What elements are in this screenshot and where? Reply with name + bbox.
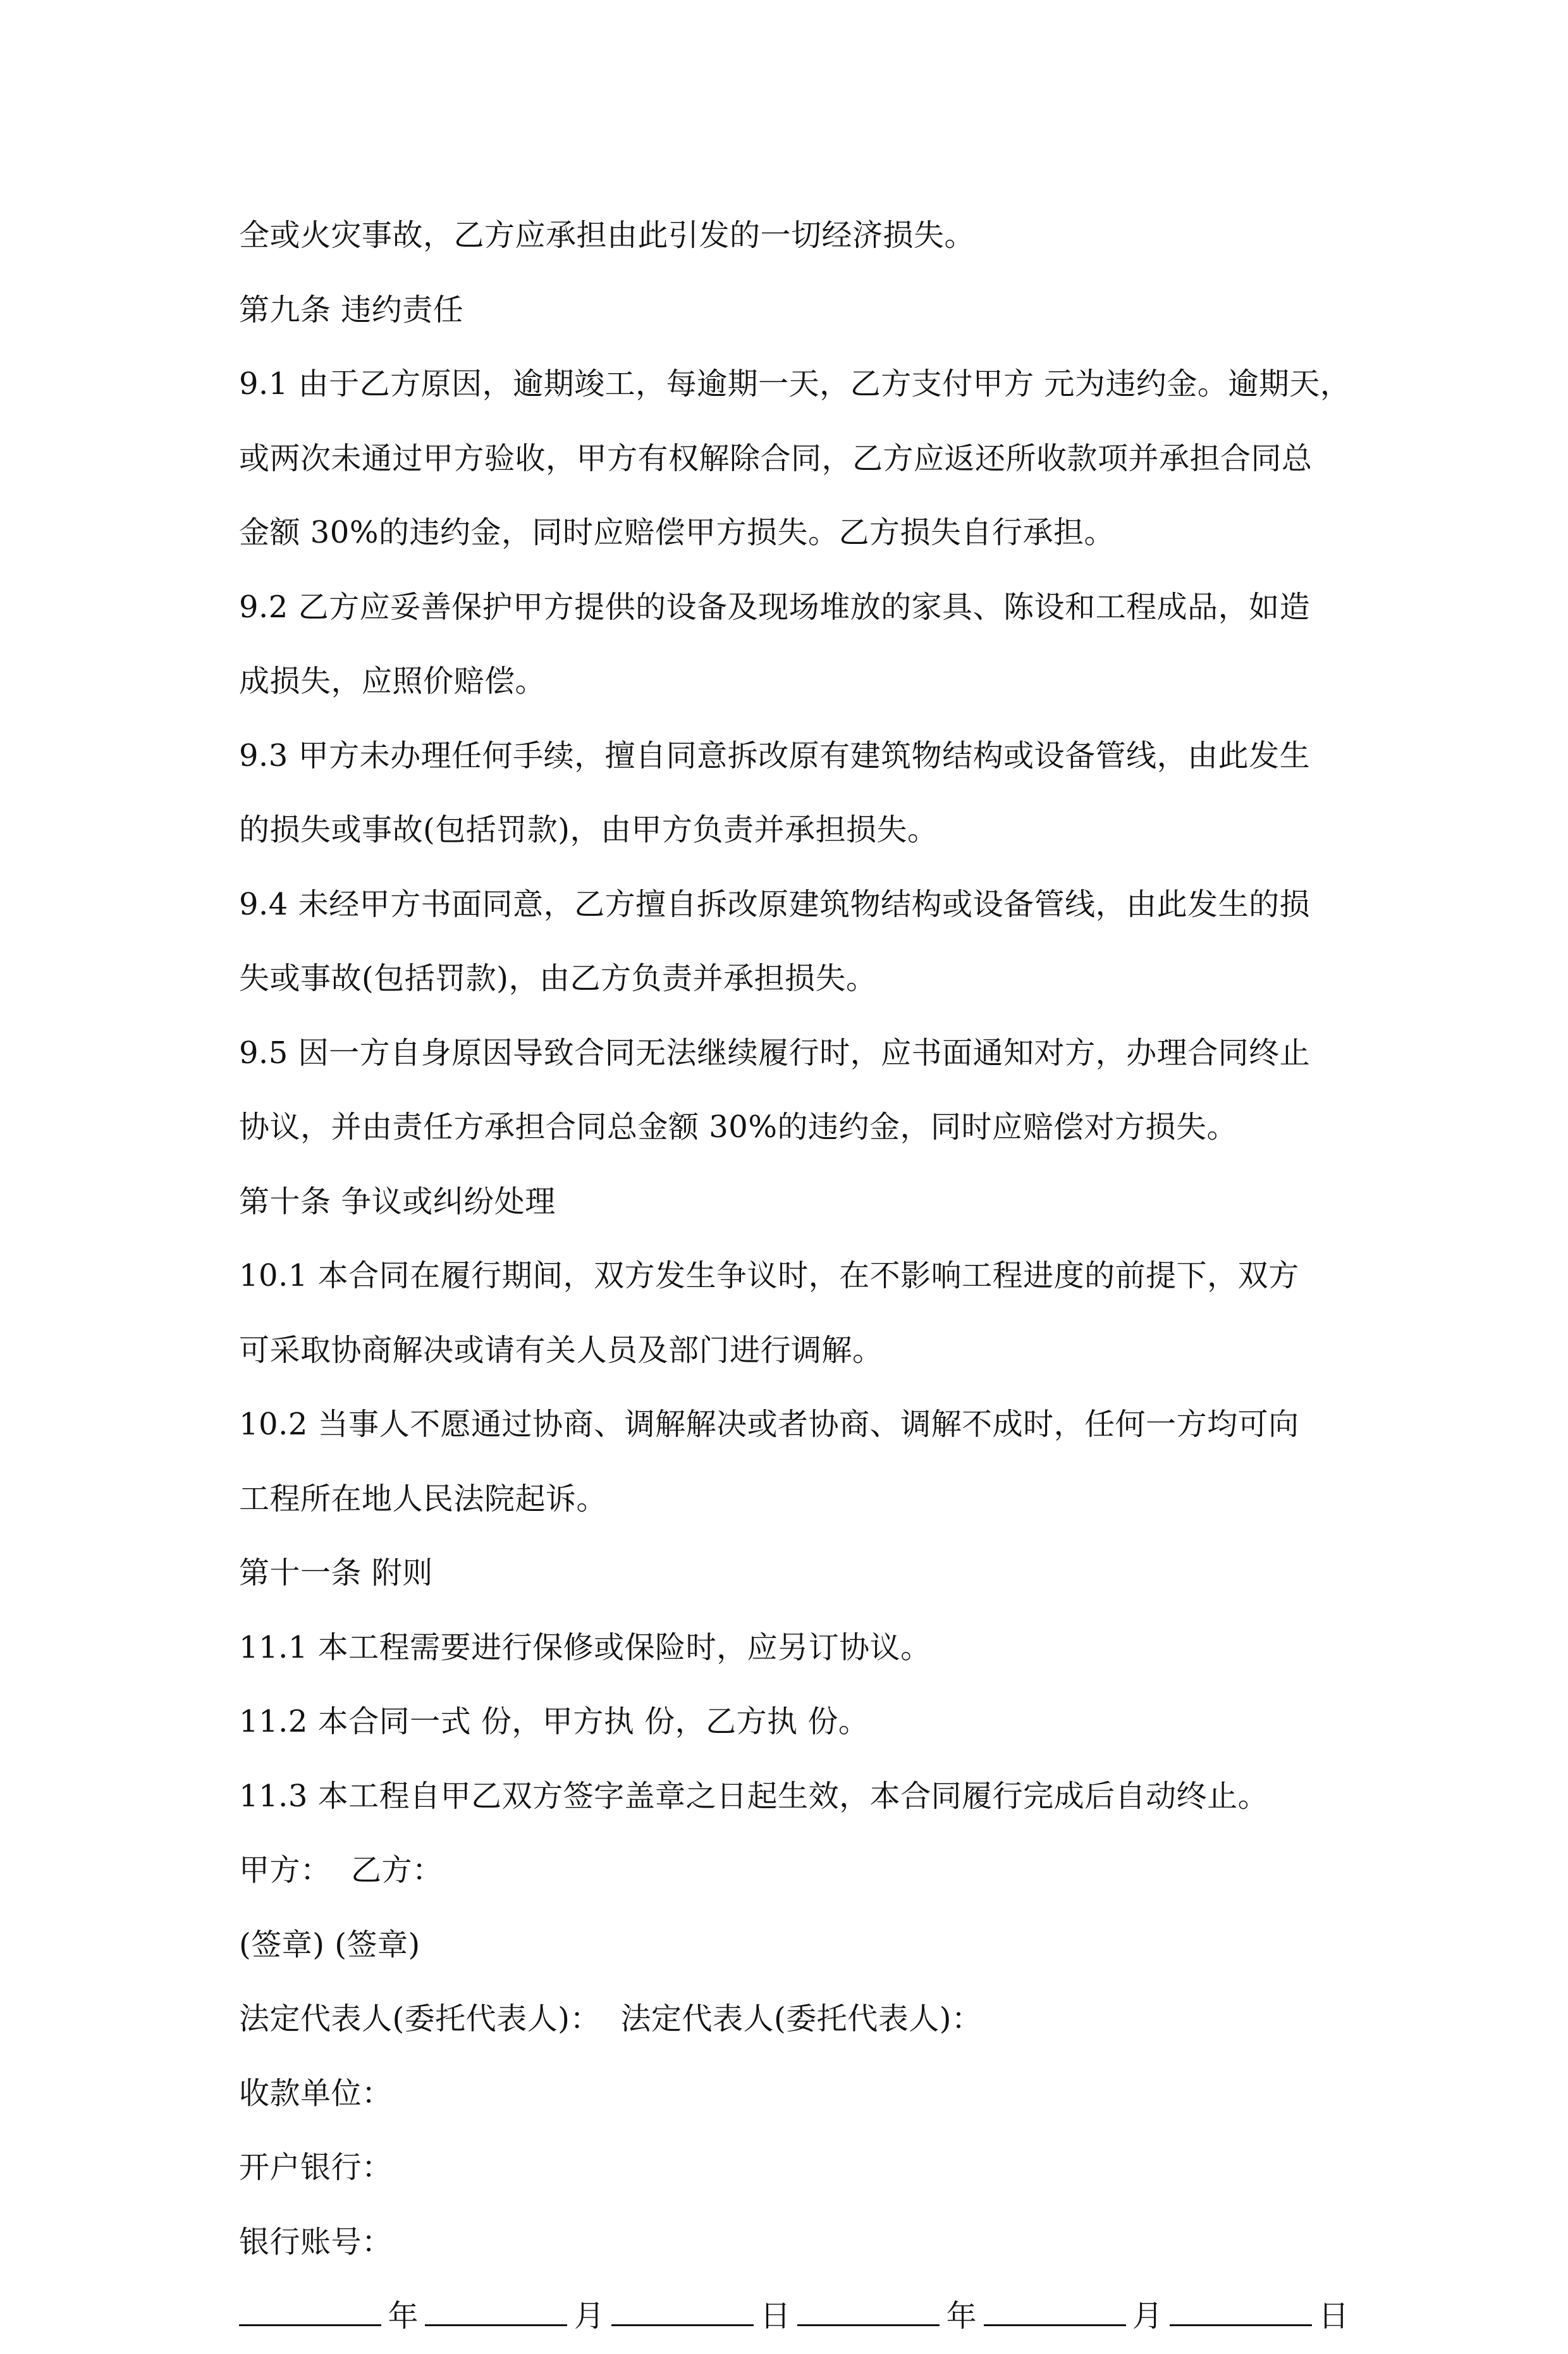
clause-text: 10.2 当事人不愿通过协商、调解解决或者协商、调解不成时，任何一方均可向	[239, 1407, 1299, 1442]
day-blank[interactable]	[611, 2296, 754, 2326]
article-heading: 第十条 争议或纠纷处理	[239, 1183, 556, 1219]
clause-text: 9.4 未经甲方书面同意，乙方擅自拆改原建筑物结构或设备管线，由此发生的损	[239, 886, 1311, 922]
contract-body	[239, 199, 1352, 2354]
clause-text: 可采取协商解决或请有关人员及部门进行调解。	[239, 1332, 883, 1368]
signature-date-row	[239, 2279, 1352, 2354]
clause-text: 11.2 本合同一式 份，甲方执 份，乙方执 份。	[239, 1704, 869, 1739]
clause-text: 11.3 本工程自甲乙双方签字盖章之日起生效，本合同履行完成后自动终止。	[239, 1778, 1269, 1814]
clause-text: 9.1 由于乙方原因，逾期竣工，每逾期一天，乙方支付甲方 元为违约金。逾期天，	[239, 366, 1351, 402]
clause-text: 11.1 本工程需要进行保修或保险时，应另订协议。	[239, 1629, 931, 1665]
party-labels: 甲方： 乙方：	[239, 1852, 443, 1888]
seal-labels: (签章) (签章)	[239, 1926, 420, 1963]
bank-label: 开户银行：	[239, 2150, 393, 2185]
clause-text: 9.5 因一方自身原因导致合同无法继续履行时，应书面通知对方，办理合同终止	[239, 1035, 1311, 1071]
payee-label: 收款单位：	[239, 2075, 393, 2111]
clause-text: 全或火灾事故，乙方应承担由此引发的一切经济损失。	[239, 218, 976, 253]
representative-labels: 法定代表人(委托代表人)： 法定代表人(委托代表人)：	[239, 2001, 983, 2037]
account-label: 银行账号：	[239, 2224, 393, 2260]
day-label: 日	[1318, 2298, 1349, 2334]
month-label: 月	[1132, 2298, 1163, 2334]
year-label: 年	[388, 2298, 419, 2334]
month-label: 月	[573, 2298, 605, 2334]
clause-text: 的损失或事故(包括罚款)，由甲方负责并承担损失。	[239, 812, 938, 847]
month-blank[interactable]	[984, 2296, 1126, 2326]
day-blank[interactable]	[1170, 2296, 1312, 2326]
clause-text: 成损失，应照价赔偿。	[239, 663, 546, 699]
clause-text: 或两次未通过甲方验收，甲方有权解除合同，乙方应返还所收款项并承担合同总	[239, 440, 1313, 476]
clause-text: 协议，并由责任方承担合同总金额 30%的违约金，同时应赔偿对方损失。	[239, 1109, 1237, 1145]
article-heading: 第九条 违约责任	[239, 292, 464, 328]
month-blank[interactable]	[425, 2296, 567, 2326]
clause-text: 9.3 甲方未办理任何手续，擅自同意拆改原有建筑物结构或设备管线，由此发生	[239, 737, 1311, 773]
clause-text: 10.1 本合同在履行期间，双方发生争议时，在不影响工程进度的前提下，双方	[239, 1258, 1299, 1293]
clause-text: 失或事故(包括罚款)，由乙方负责并承担损失。	[239, 961, 877, 996]
clause-text: 金额 30%的违约金，同时应赔偿甲方损失。乙方损失自行承担。	[239, 515, 1115, 550]
year-blank[interactable]	[239, 2296, 381, 2326]
year-label: 年	[946, 2298, 977, 2334]
clause-text: 工程所在地人民法院起诉。	[239, 1481, 608, 1517]
article-heading: 第十一条 附则	[239, 1555, 433, 1591]
year-blank[interactable]	[797, 2296, 940, 2326]
clause-text: 9.2 乙方应妥善保护甲方提供的设备及现场堆放的家具、陈设和工程成品，如造	[239, 589, 1311, 625]
day-label: 日	[760, 2298, 791, 2334]
